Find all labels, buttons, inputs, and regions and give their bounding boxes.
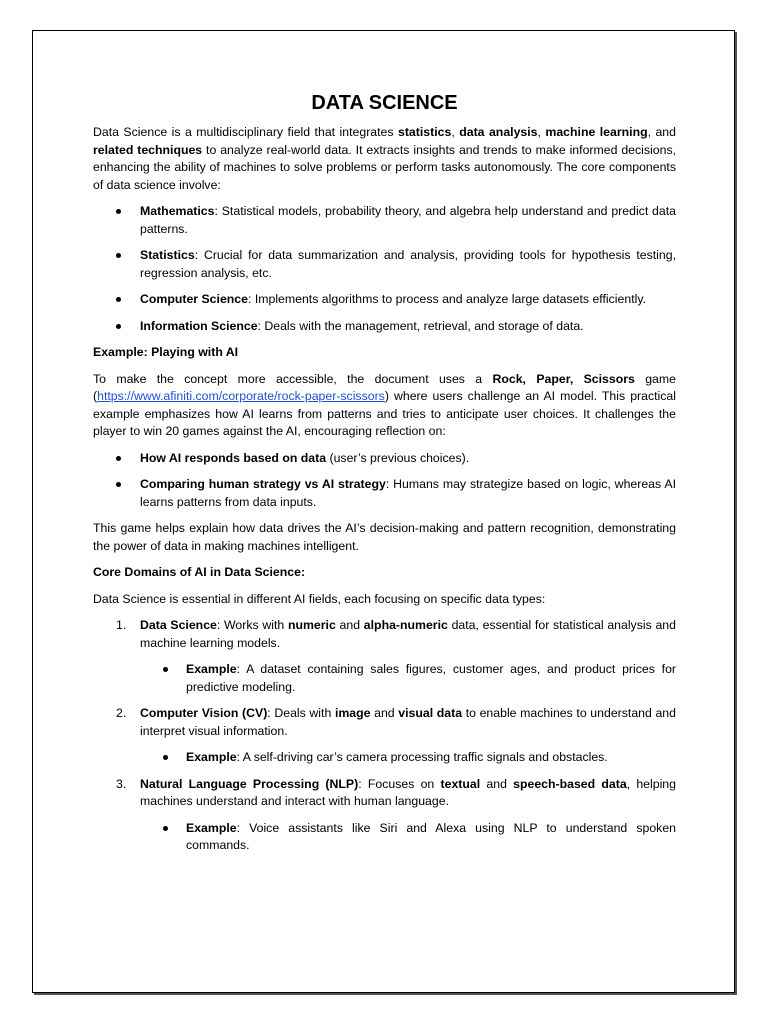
item-desc: and [480,776,514,791]
example-label: Example [186,662,237,676]
list-item [93,203,676,238]
domains-heading: Core Domains of AI in Data Science: [93,565,306,579]
item-term: Information Science [140,318,258,333]
domain-item [93,705,676,740]
intro-text: to analyze real-world data. It extracts insights and trends to make informed decisions, enhancing the ability of machines to solve problems or perform tasks autonomously. The core components of data science involve: [93,142,677,192]
item-number: 2. [116,706,127,720]
list-item [93,247,676,282]
intro-text: Data Science is a multidisciplinary field that integrates [93,125,398,139]
item-bold: visual data [398,706,463,720]
item-desc: : Deals with the management, retrieval, and storage of data. [257,318,584,333]
document-page [32,30,735,993]
components-list [93,203,676,335]
intro-paragraph [93,124,676,194]
item-desc: : Statistical models, probability theory, and algebra help understand and predict data patterns. [140,204,676,236]
item-term: Computer Vision (CV) [140,706,268,720]
item-bold: speech-based data [513,776,627,791]
item-bold: image [334,706,371,720]
example-heading: Example: Playing with AI [93,345,239,359]
item-desc: : Deals with [267,706,335,720]
item-term: Data Science [140,618,217,632]
game-link[interactable]: https://www.afiniti.com/corporate/rock-paper-scissors [97,389,385,403]
item-number: 3. [116,776,127,791]
example-desc: : A self-driving car’s camera processing traffic signals and obstacles. [236,750,608,764]
example-text: game ( [93,371,676,403]
example-desc: : Voice assistants like Siri and Alexa using NLP to understand spoken commands. [186,820,676,852]
example-paragraph [93,371,676,441]
example-item [93,820,676,855]
list-item [93,476,676,511]
item-desc: to enable machines to understand and interpret visual information. [140,706,676,738]
intro-bold-term: related techniques [93,142,203,157]
item-term: Natural Language Processing (NLP) [140,776,359,791]
game-paragraph: This game helps explain how data drives the AI’s decision-making and pattern recognition, demonstrating the power of data in making machines intelligent. [93,521,676,553]
item-bold: alpha-numeric [363,618,448,632]
example-desc: : A dataset containing sales figures, customer ages, and product prices for predictive modeling. [186,662,676,694]
example-label: Example [186,820,237,835]
game-name: Rock, Paper, Scissors [492,371,635,386]
item-bold: numeric [287,618,336,632]
intro-text: , and [647,125,676,139]
example-item [93,749,676,767]
intro-bold-term: statistics [398,125,452,139]
domain-item [93,776,676,811]
item-term: Computer Science [140,292,248,306]
item-number: 1. [116,618,127,632]
item-term: Comparing human strategy vs AI strategy [140,477,386,491]
item-term: How AI responds based on data [140,450,327,465]
list-item [93,450,676,468]
item-term: Mathematics [140,204,215,218]
item-term: Statistics [140,248,195,262]
domains-list [93,617,676,855]
domain-item [93,617,676,652]
item-desc: : Works with [216,618,288,632]
intro-bold-term: data analysis [459,125,538,139]
list-item [93,318,676,336]
intro-text: , [451,125,460,139]
page-title: DATA SCIENCE [311,92,458,114]
item-bold: textual [440,776,481,791]
intro-bold-term: machine learning [545,125,648,139]
document-body [93,91,676,864]
example-text: To make the concept more accessible, the document uses a [93,371,493,386]
example-item [93,661,676,696]
item-desc: : Humans may strategize based on logic, whereas AI learns patterns from data inputs. [140,477,676,509]
item-desc: (user’s previous choices). [326,450,470,465]
reflection-list [93,450,676,512]
item-desc: and [335,618,364,632]
domains-intro: Data Science is essential in different AI fields, each focusing on specific data types: [93,591,546,606]
example-label: Example [186,750,237,764]
item-desc: : Focuses on [358,776,441,791]
example-text: ) where users challenge an AI model. This practical example emphasizes how AI learns from patterns and tries to anticipate user choices. It challenges the player to win 20 games against the AI, encouraging reflection on: [93,389,676,438]
list-item [93,291,676,309]
item-desc: and [370,706,399,720]
intro-text: , [537,125,546,139]
item-desc: data, essential for statistical analysis and machine learning models. [140,618,676,650]
item-desc: , helping machines understand and interact with human language. [140,776,676,808]
item-desc: : Implements algorithms to process and analyze large datasets efficiently. [247,292,647,306]
item-desc: : Crucial for data summarization and analysis, providing tools for hypothesis testing, regression analysis, etc. [140,248,676,280]
